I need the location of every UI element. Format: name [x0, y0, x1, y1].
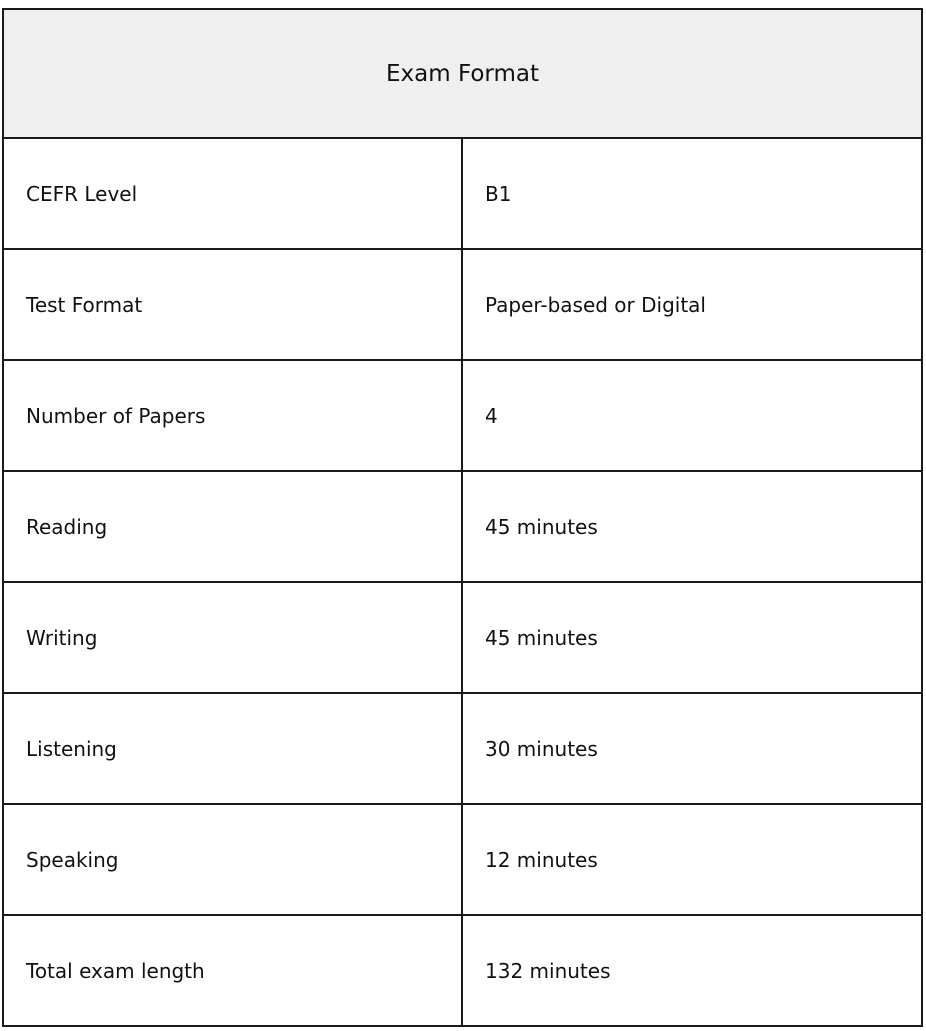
row-label: Writing	[3, 582, 462, 693]
row-label: Test Format	[3, 249, 462, 360]
row-value: 4	[462, 360, 922, 471]
table-row	[3, 471, 922, 582]
exam-format-table	[2, 8, 923, 1027]
table-header-row	[3, 9, 922, 138]
row-value: 30 minutes	[462, 693, 922, 804]
table-title: Exam Format	[3, 9, 922, 138]
table-row	[3, 915, 922, 1026]
row-value: Paper-based or Digital	[462, 249, 922, 360]
row-label: Number of Papers	[3, 360, 462, 471]
row-value: 45 minutes	[462, 471, 922, 582]
row-value: 132 minutes	[462, 915, 922, 1026]
row-label: Speaking	[3, 804, 462, 915]
table-row	[3, 360, 922, 471]
row-label: Listening	[3, 693, 462, 804]
table-row	[3, 138, 922, 249]
row-label: Total exam length	[3, 915, 462, 1026]
row-label: CEFR Level	[3, 138, 462, 249]
row-value: 12 minutes	[462, 804, 922, 915]
table-row	[3, 582, 922, 693]
row-label: Reading	[3, 471, 462, 582]
row-value: 45 minutes	[462, 582, 922, 693]
row-value: B1	[462, 138, 922, 249]
table-row	[3, 693, 922, 804]
table-row	[3, 804, 922, 915]
table-row	[3, 249, 922, 360]
